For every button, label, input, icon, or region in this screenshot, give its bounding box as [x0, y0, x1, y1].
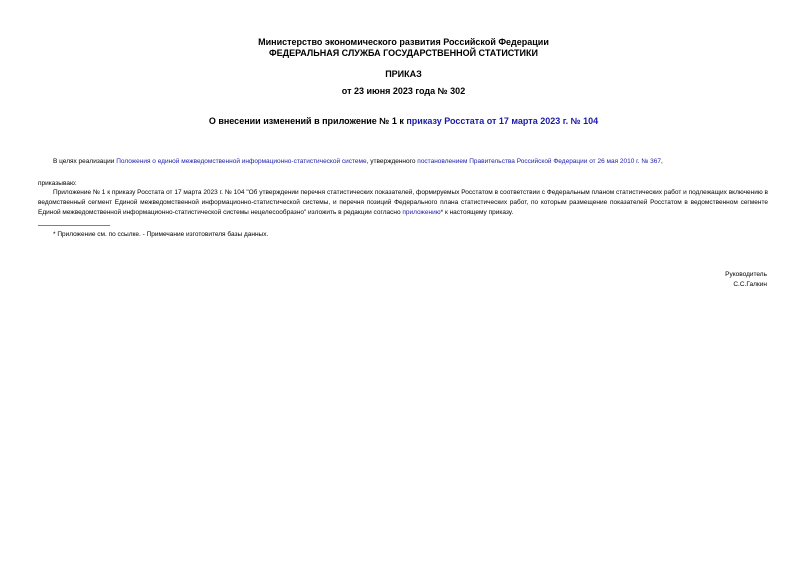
doc-type-heading: ПРИКАЗ	[385, 69, 422, 79]
intent-middle: , утвержденного	[366, 158, 418, 165]
body-text: Приложение № 1 к приказу Росстата от 17 марта 2023 г. № 104 "Об утверждении перечня статистических показателей, формируемых Росстатом в соответствии с Федеральным планом статистических работ и подлежащих включению в ведомственный сегмент Единой межведомственной информационно-статистической системы, и перечня позиций Федерального плана статистических работ, по которым размещение показателей Росстатом в ведомственном сегменте Единой межведомственной информационно-статистической системы нецелесообразно" изложить в редакции согласно	[38, 189, 768, 216]
intent-prefix: В целях реализации	[53, 158, 117, 165]
footnote: * Приложение см. по ссылке. - Примечание изготовителя базы данных.	[53, 231, 269, 238]
service-heading: ФЕДЕРАЛЬНАЯ СЛУЖБА ГОСУДАРСТВЕННОЙ СТАТИСТИКИ	[269, 48, 538, 58]
date-number-heading: от 23 июня 2023 года № 302	[341, 86, 466, 96]
title-link-order-104[interactable]: приказу Росстата от 17 марта 2023 г. № 104	[406, 116, 599, 126]
order-word: приказываю:	[38, 180, 77, 187]
signature-role: Руководитель	[725, 271, 767, 278]
body-suffix: * к настоящему приказу.	[440, 209, 514, 216]
footnote-divider	[38, 225, 110, 226]
link-government-decree[interactable]: постановлением Правительства Российской Федерации от 26 мая 2010 г. № 367	[417, 158, 661, 165]
link-appendix[interactable]: приложению	[402, 209, 441, 216]
document-title	[0, 116, 807, 127]
signature-name: С.С.Галкин	[733, 281, 767, 288]
intent-suffix: ,	[661, 158, 663, 165]
intent-paragraph	[38, 157, 768, 167]
ministry-heading: Министерство экономического развития Российской Федерации	[258, 37, 549, 47]
title-prefix: О внесении изменений в приложение № 1 к	[208, 116, 407, 126]
body-paragraph	[38, 188, 768, 218]
link-regulation[interactable]: Положения о единой межведомственной информационно-статистической системе	[116, 158, 367, 165]
